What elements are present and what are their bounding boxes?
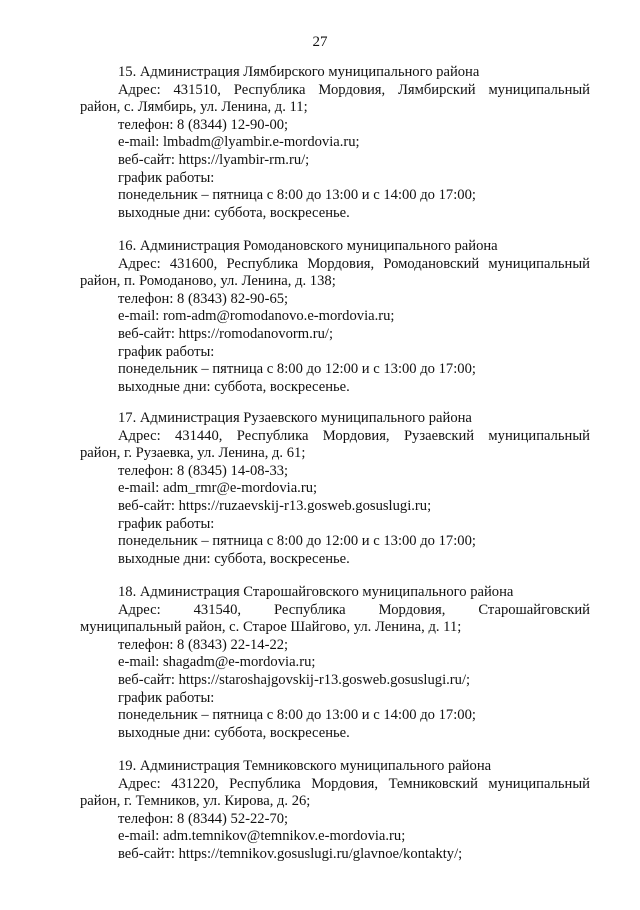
entry-19: [80, 758, 590, 864]
address-word: 431510,: [173, 81, 221, 98]
address-word: 431540,: [193, 601, 242, 618]
entry-18: [80, 584, 590, 742]
address-word: Республика: [273, 601, 346, 618]
entry-website: веб-сайт: https://lyambir-rm.ru/;: [118, 151, 310, 168]
address-word: Адрес:: [118, 427, 161, 444]
address-word: Мордовия,: [311, 775, 379, 792]
entry-address: [80, 82, 590, 100]
address-word: Мордовия,: [322, 427, 390, 444]
entry-phone: телефон: 8 (8344) 12-90-00;: [118, 116, 289, 133]
entry-email: e-mail: adm.temnikov@temnikov.e-mordovia.ru;: [118, 828, 406, 845]
address-word: Республика: [229, 775, 301, 792]
entry-title: 17. Администрация Рузаевского муниципального района: [118, 410, 472, 426]
entry-email: e-mail: adm_rmr@e-mordovia.ru;: [118, 480, 318, 497]
entry-phone: телефон: 8 (8343) 22-14-22;: [118, 636, 289, 653]
address-word: Республика: [226, 255, 299, 272]
entry-title: 19. Администрация Темниковского муниципального района: [118, 758, 492, 774]
entry-email: e-mail: lmbadm@lyambir.e-mordovia.ru;: [118, 134, 360, 151]
entry-website: веб-сайт: https://temnikov.gosuslugi.ru/glavnoe/kontakty/;: [118, 845, 463, 862]
entry-schedule-label: график работы:: [118, 343, 215, 360]
address-word: 431600,: [169, 255, 218, 272]
address-word: Адрес:: [118, 81, 161, 98]
entry-website: веб-сайт: https://staroshajgovskij-r13.gosweb.gosuslugi.ru/;: [118, 671, 471, 688]
address-word: Республика: [233, 81, 306, 98]
entry-days-off: выходные дни: суббота, воскресенье.: [118, 204, 350, 221]
entry-email: e-mail: shagadm@e-mordovia.ru;: [118, 654, 316, 671]
entry-17: [80, 410, 590, 568]
entry-schedule: понедельник – пятница с 8:00 до 12:00 и с 13:00 до 17:00;: [118, 533, 476, 550]
address-word: Мордовия,: [318, 81, 386, 98]
entry-address: [80, 256, 590, 274]
entry-address: [80, 428, 590, 446]
entry-schedule: понедельник – пятница с 8:00 до 12:00 и с 13:00 до 17:00;: [118, 361, 476, 378]
entry-email: e-mail: rom-adm@romodanovo.e-mordovia.ru;: [118, 308, 395, 325]
entry-days-off: выходные дни: суббота, воскресенье.: [118, 724, 350, 741]
entry-15: [80, 64, 590, 222]
entry-address-continued: муниципальный район, с. Старое Шайгово, ул. Ленина, д. 11;: [80, 619, 462, 636]
entry-title: 16. Администрация Ромодановского муниципального района: [118, 238, 498, 254]
address-word: Старошайговский: [478, 601, 590, 618]
entry-address: [80, 602, 590, 620]
address-word: Лямбирский: [398, 81, 476, 98]
entry-address-continued: район, с. Лямбирь, ул. Ленина, д. 11;: [80, 99, 308, 116]
address-word: муниципальный: [488, 427, 590, 444]
entry-address-continued: район, г. Рузаевка, ул. Ленина, д. 61;: [80, 445, 306, 462]
entry-website: веб-сайт: https://romodanovorm.ru/;: [118, 325, 334, 342]
address-word: Мордовия,: [307, 255, 375, 272]
entry-address-continued: район, г. Темников, ул. Кирова, д. 26;: [80, 793, 311, 810]
address-word: муниципальный: [488, 81, 590, 98]
address-word: Республика: [236, 427, 309, 444]
entry-address: [80, 776, 590, 794]
address-word: 431440,: [174, 427, 223, 444]
page-number: 27: [312, 34, 328, 50]
entry-days-off: выходные дни: суббота, воскресенье.: [118, 550, 350, 567]
entry-website: веб-сайт: https://ruzaevskij-r13.gosweb.gosuslugi.ru;: [118, 497, 432, 514]
entry-schedule: понедельник – пятница с 8:00 до 13:00 и с 14:00 до 17:00;: [118, 707, 476, 724]
address-word: муниципальный: [488, 775, 590, 792]
entry-address-continued: район, п. Ромоданово, ул. Ленина, д. 138;: [80, 273, 336, 290]
address-word: Темниковский: [388, 775, 478, 792]
entry-phone: телефон: 8 (8343) 82-90-65;: [118, 290, 289, 307]
address-word: Мордовия,: [378, 601, 446, 618]
address-word: Рузаевский: [403, 427, 475, 444]
entry-schedule-label: график работы:: [118, 515, 215, 532]
entry-16: [80, 238, 590, 396]
address-word: муниципальный: [488, 255, 590, 272]
entry-phone: телефон: 8 (8344) 52-22-70;: [118, 810, 289, 827]
address-word: Адрес:: [118, 255, 161, 272]
address-word: Адрес:: [118, 601, 161, 618]
entry-schedule-label: график работы:: [118, 689, 215, 706]
entry-title: 15. Администрация Лямбирского муниципального района: [118, 64, 480, 80]
entry-phone: телефон: 8 (8345) 14-08-33;: [118, 462, 289, 479]
address-word: Адрес:: [118, 775, 161, 792]
entry-days-off: выходные дни: суббота, воскресенье.: [118, 378, 350, 395]
entry-schedule-label: график работы:: [118, 169, 215, 186]
address-word: 431220,: [171, 775, 219, 792]
entry-schedule: понедельник – пятница с 8:00 до 13:00 и с 14:00 до 17:00;: [118, 187, 476, 204]
entry-title: 18. Администрация Старошайговского муниципального района: [118, 584, 514, 600]
address-word: Ромодановский: [383, 255, 480, 272]
